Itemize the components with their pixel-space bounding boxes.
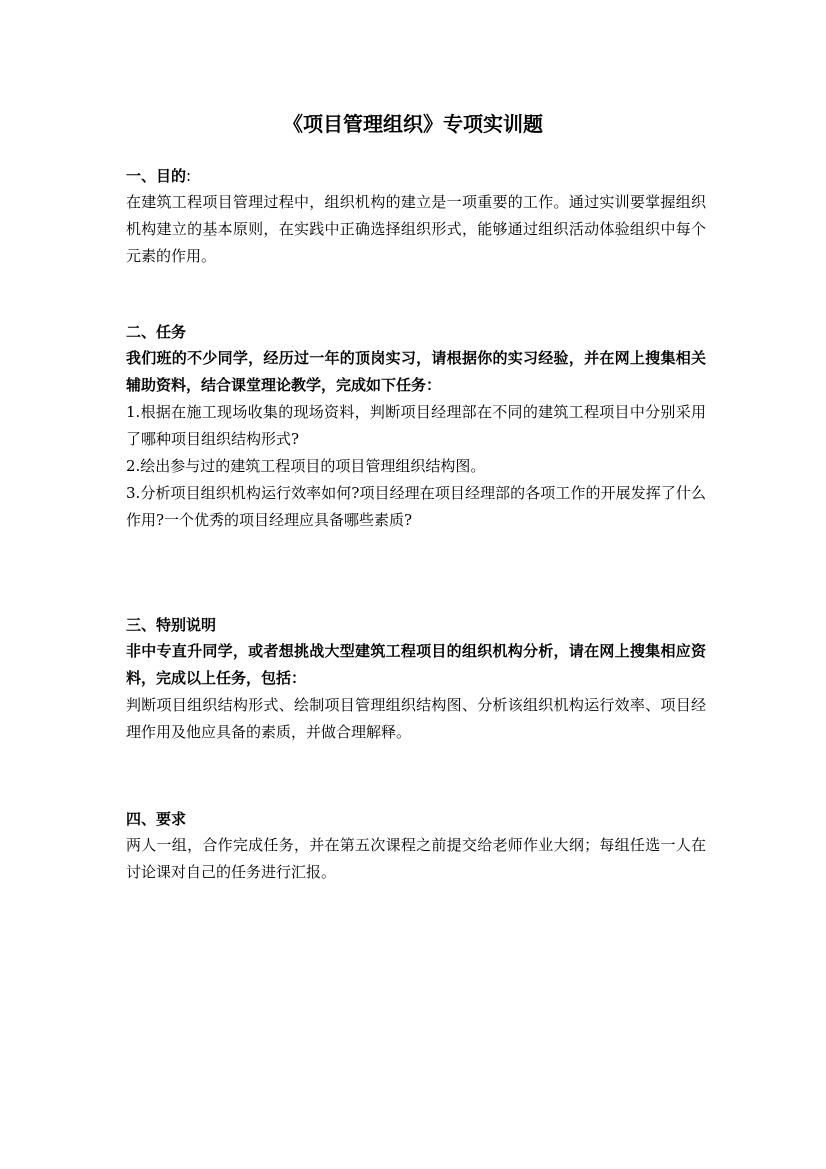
section-body: 在建筑工程项目管理过程中，组织机构的建立是一项重要的工作。通过实训要掌握组织机构建立的基本原则，在实践中正确选择组织形式，能够通过组织活动体验组织中每个元素的作用。 <box>126 193 706 265</box>
task-item: 2.绘出参与过的建筑工程项目的项目管理组织结构图。 <box>126 457 486 475</box>
section-body: 判断项目组织结构形式、绘制项目管理组织结构图、分析该组织机构运行效率、项目经理作用及他应具备的素质，并做合理解释。 <box>126 696 706 741</box>
section-requirements <box>126 806 706 886</box>
section-heading: 二、任务 <box>126 323 187 341</box>
section-heading <box>126 163 706 189</box>
section-body: 两人一组，合作完成任务，并在第五次课程之前提交给老师作业大纲；每组任选一人在讨论课对自己的任务进行汇报。 <box>126 836 706 881</box>
section-bold-intro: 非中专直升同学，或者想挑战大型建筑工程项目的组织机构分析，请在网上搜集相应资料，完成以上任务，包括： <box>126 642 706 687</box>
section-heading: 三、特别说明 <box>126 616 217 634</box>
task-item: 1.根据在施工现场收集的现场资料，判断项目经理部在不同的建筑工程项目中分别采用了哪种项目组织结构形式? <box>126 403 706 448</box>
section-task <box>126 319 706 534</box>
section-heading-text: 一、目的 <box>126 167 187 185</box>
section-bold-intro: 我们班的不少同学，经历过一年的顶岗实习，请根据你的实习经验，并在网上搜集相关辅助资料，结合课堂理论教学，完成如下任务： <box>126 349 706 394</box>
section-heading-colon: : <box>186 167 192 185</box>
section-heading: 四、要求 <box>126 810 187 828</box>
section-purpose <box>126 163 706 270</box>
document-title: 《项目管理组织》专项实训题 <box>283 112 543 136</box>
section-special-note <box>126 612 706 746</box>
task-item: 3.分析项目组织机构运行效率如何?项目经理在项目经理部的各项工作的开展发挥了什么作用?一个优秀的项目经理应具备哪些素质? <box>126 484 706 529</box>
